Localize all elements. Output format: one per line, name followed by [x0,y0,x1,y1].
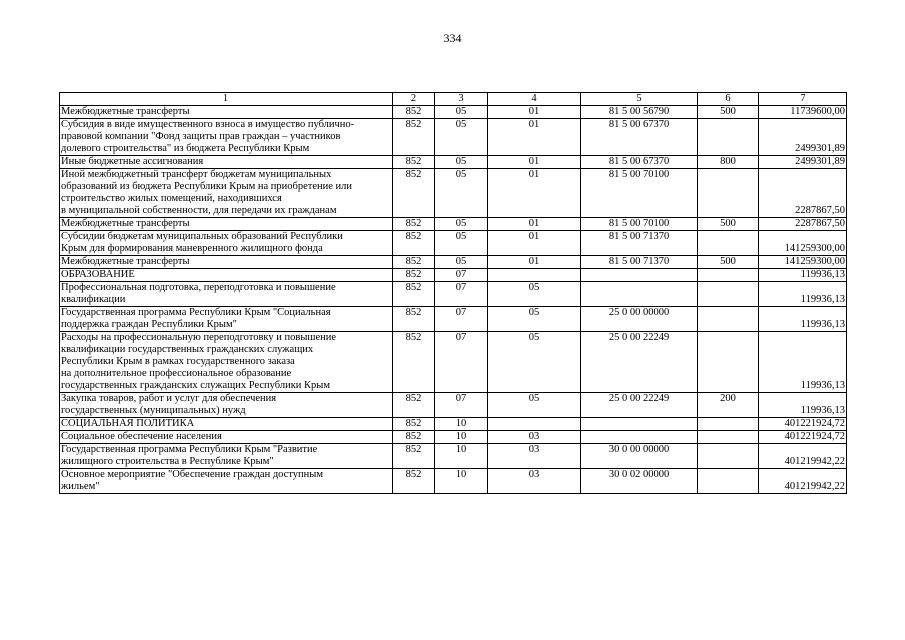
table-row [60,431,847,444]
cell-subsection-code: 01 [488,169,581,218]
column-header-2: 2 [393,93,435,106]
cell-section-code: 05 [435,119,488,156]
cell-subsection-code: 01 [488,106,581,119]
table-row [60,307,847,332]
column-header-7: 7 [759,93,847,106]
cell-subsection-code: 01 [488,231,581,256]
cell-ministry-code: 852 [393,169,435,218]
cell-ministry-code: 852 [393,418,435,431]
cell-section-code: 10 [435,431,488,444]
cell-amount: 119936,13 [759,307,847,332]
cell-section-code: 07 [435,282,488,307]
table-row [60,393,847,418]
cell-target-article [581,269,698,282]
table-row [60,444,847,469]
cell-target-article: 25 0 00 22249 [581,393,698,418]
cell-subsection-code: 01 [488,156,581,169]
cell-expense-type [698,431,759,444]
cell-amount: 2499301,89 [759,119,847,156]
cell-name: ОБРАЗОВАНИЕ [60,269,393,282]
cell-target-article: 25 0 00 00000 [581,307,698,332]
cell-name: Иные бюджетные ассигнования [60,156,393,169]
table-row [60,269,847,282]
cell-amount: 401221924,72 [759,431,847,444]
cell-name: Межбюджетные трансферты [60,106,393,119]
cell-target-article: 81 5 00 70100 [581,218,698,231]
cell-ministry-code: 852 [393,106,435,119]
cell-target-article [581,431,698,444]
cell-name: Межбюджетные трансферты [60,256,393,269]
cell-section-code: 10 [435,469,488,494]
cell-amount: 2287867,50 [759,218,847,231]
cell-expense-type: 200 [698,393,759,418]
cell-target-article: 81 5 00 71370 [581,231,698,256]
cell-name: Субсидии бюджетам муниципальных образований Республики Крым для формирования маневренного жилищного фонда [60,231,393,256]
cell-target-article: 30 0 02 00000 [581,469,698,494]
cell-amount: 119936,13 [759,282,847,307]
table-row [60,332,847,393]
column-header-6: 6 [698,93,759,106]
cell-expense-type [698,332,759,393]
cell-subsection-code: 03 [488,431,581,444]
cell-ministry-code: 852 [393,307,435,332]
cell-subsection-code [488,418,581,431]
cell-name: Государственная программа Республики Крым "Социальная поддержка граждан Республики Крым" [60,307,393,332]
table-row [60,119,847,156]
cell-amount: 141259300,00 [759,256,847,269]
cell-section-code: 05 [435,106,488,119]
table-row [60,218,847,231]
cell-ministry-code: 852 [393,431,435,444]
table-row [60,231,847,256]
cell-subsection-code: 05 [488,307,581,332]
cell-name: Социальное обеспечение населения [60,431,393,444]
cell-ministry-code: 852 [393,444,435,469]
cell-expense-type: 500 [698,106,759,119]
cell-section-code: 05 [435,169,488,218]
page-number: 334 [443,31,462,45]
cell-section-code: 05 [435,156,488,169]
cell-section-code: 05 [435,231,488,256]
cell-expense-type [698,169,759,218]
cell-amount: 119936,13 [759,393,847,418]
cell-amount: 119936,13 [759,269,847,282]
cell-amount: 401221924,72 [759,418,847,431]
table-row [60,106,847,119]
cell-target-article: 81 5 00 56790 [581,106,698,119]
cell-amount: 2499301,89 [759,156,847,169]
budget-table-body [60,93,847,494]
cell-name: Иной межбюджетный трансферт бюджетам муниципальных образований из бюджета Республики Крым на приобретение или строительство жилых помещений, находившихся в муниципальной собственности, для передачи их гражданам [60,169,393,218]
cell-subsection-code: 05 [488,332,581,393]
cell-ministry-code: 852 [393,231,435,256]
cell-ministry-code: 852 [393,119,435,156]
cell-name: Государственная программа Республики Крым "Развитие жилищного строительства в Республике Крым" [60,444,393,469]
cell-expense-type [698,269,759,282]
cell-ministry-code: 852 [393,469,435,494]
cell-section-code: 07 [435,307,488,332]
cell-amount: 119936,13 [759,332,847,393]
cell-section-code: 05 [435,256,488,269]
cell-name: СОЦИАЛЬНАЯ ПОЛИТИКА [60,418,393,431]
table-row [60,169,847,218]
column-header-5: 5 [581,93,698,106]
cell-target-article [581,418,698,431]
cell-target-article: 81 5 00 67370 [581,156,698,169]
cell-subsection-code: 01 [488,256,581,269]
cell-ministry-code: 852 [393,332,435,393]
cell-subsection-code: 01 [488,119,581,156]
cell-expense-type [698,469,759,494]
cell-target-article: 30 0 00 00000 [581,444,698,469]
cell-amount: 401219942,22 [759,469,847,494]
cell-section-code: 07 [435,269,488,282]
cell-ministry-code: 852 [393,393,435,418]
cell-expense-type [698,119,759,156]
cell-ministry-code: 852 [393,156,435,169]
table-row [60,256,847,269]
cell-subsection-code: 05 [488,282,581,307]
cell-target-article: 81 5 00 70100 [581,169,698,218]
cell-expense-type [698,231,759,256]
cell-expense-type [698,282,759,307]
cell-expense-type: 500 [698,218,759,231]
cell-expense-type [698,418,759,431]
cell-section-code: 05 [435,218,488,231]
cell-name: Основное мероприятие "Обеспечение граждан доступным жильем" [60,469,393,494]
table-row [60,469,847,494]
cell-subsection-code: 05 [488,393,581,418]
table-header-row [60,93,847,106]
cell-section-code: 10 [435,418,488,431]
cell-name: Субсидия в виде имущественного взноса в имущество публично- правовой компании "Фонд защиты прав граждан – участников долевого строительства" из бюджета Республики Крым [60,119,393,156]
cell-section-code: 07 [435,393,488,418]
cell-name: Профессиональная подготовка, переподготовка и повышение квалификации [60,282,393,307]
cell-ministry-code: 852 [393,218,435,231]
cell-expense-type [698,307,759,332]
column-header-4: 4 [488,93,581,106]
cell-ministry-code: 852 [393,256,435,269]
table-row [60,156,847,169]
cell-ministry-code: 852 [393,269,435,282]
column-header-1: 1 [60,93,393,106]
cell-target-article: 81 5 00 67370 [581,119,698,156]
table-row [60,418,847,431]
cell-subsection-code: 01 [488,218,581,231]
table-row [60,282,847,307]
column-header-3: 3 [435,93,488,106]
cell-name: Межбюджетные трансферты [60,218,393,231]
cell-amount: 401219942,22 [759,444,847,469]
cell-expense-type: 800 [698,156,759,169]
budget-table [59,92,847,494]
cell-target-article: 25 0 00 22249 [581,332,698,393]
cell-subsection-code: 03 [488,444,581,469]
cell-amount: 141259300,00 [759,231,847,256]
cell-subsection-code: 03 [488,469,581,494]
cell-amount: 2287867,50 [759,169,847,218]
cell-expense-type: 500 [698,256,759,269]
cell-target-article: 81 5 00 71370 [581,256,698,269]
cell-amount: 11739600,00 [759,106,847,119]
cell-name: Расходы на профессиональную переподготовку и повышение квалификации государственных гражданских служащих Республики Крым в рамках государственного заказа на дополнительное профессиональное образование государственных гражданских служащих Республики Крым [60,332,393,393]
cell-expense-type [698,444,759,469]
cell-name: Закупка товаров, работ и услуг для обеспечения государственных (муниципальных) нужд [60,393,393,418]
cell-section-code: 07 [435,332,488,393]
cell-target-article [581,282,698,307]
cell-ministry-code: 852 [393,282,435,307]
cell-subsection-code [488,269,581,282]
cell-section-code: 10 [435,444,488,469]
